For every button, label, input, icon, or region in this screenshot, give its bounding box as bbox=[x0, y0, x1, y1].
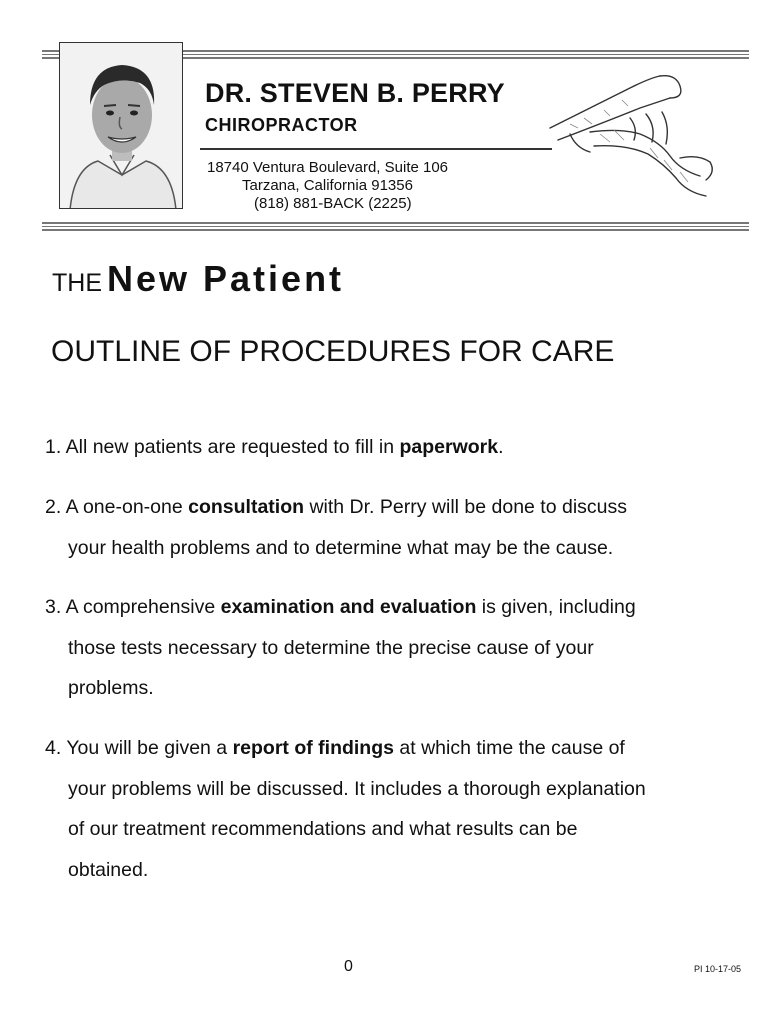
item-continuation: your problems will be discussed. It includes a thorough explanation bbox=[68, 777, 646, 800]
item-text: You will be given a bbox=[66, 737, 233, 759]
name-underline bbox=[200, 148, 552, 150]
phone-number: (818) 881-BACK (2225) bbox=[254, 195, 412, 212]
procedure-item-4 bbox=[45, 728, 755, 890]
item-text: is given, including bbox=[476, 596, 636, 618]
item-continuation: problems. bbox=[68, 677, 154, 699]
chiropractic-hands-illustration bbox=[530, 68, 720, 208]
doctor-title: CHIROPRACTOR bbox=[205, 115, 358, 135]
procedure-item-1 bbox=[45, 427, 755, 468]
procedure-item-2 bbox=[45, 487, 755, 568]
page-subtitle: OUTLINE OF PROCEDURES FOR CARE bbox=[51, 335, 615, 368]
item-keyword: report of findings bbox=[232, 737, 394, 759]
item-continuation: obtained. bbox=[68, 858, 149, 881]
item-number: 1. bbox=[45, 436, 62, 458]
item-continuation: your health problems and to determine what may be the cause. bbox=[68, 536, 614, 559]
doctor-name: DR. STEVEN B. PERRY bbox=[205, 78, 505, 108]
address-line-2: Tarzana, California 91356 bbox=[242, 177, 413, 194]
item-text: A one-on-one bbox=[65, 496, 189, 518]
document-code: PI 10-17-05 bbox=[694, 964, 742, 974]
item-text: A comprehensive bbox=[65, 596, 221, 618]
item-keyword: paperwork bbox=[399, 436, 499, 458]
item-keyword: consultation bbox=[188, 496, 305, 518]
item-keyword: examination and evaluation bbox=[220, 596, 477, 618]
page-title bbox=[52, 258, 344, 300]
page-number: 0 bbox=[344, 958, 353, 975]
item-text: at which time the cause of bbox=[393, 737, 625, 759]
item-continuation: those tests necessary to determine the precise cause of your bbox=[68, 636, 594, 659]
title-prefix: THE bbox=[52, 269, 102, 297]
item-number: 2. bbox=[45, 496, 62, 518]
item-text: with Dr. Perry will be done to discuss bbox=[304, 496, 628, 518]
item-number: 3. bbox=[45, 596, 62, 618]
address-line-1: 18740 Ventura Boulevard, Suite 106 bbox=[207, 159, 449, 176]
item-number: 4. bbox=[45, 737, 62, 759]
item-text: All new patients are requested to fill in bbox=[61, 436, 400, 458]
header-bottom-rule bbox=[42, 222, 749, 233]
doctor-photo bbox=[59, 42, 183, 209]
title-main: New Patient bbox=[107, 258, 345, 299]
item-text: . bbox=[498, 436, 504, 458]
procedure-item-3 bbox=[45, 587, 755, 709]
item-continuation: of our treatment recommendations and what results can be bbox=[68, 818, 578, 840]
